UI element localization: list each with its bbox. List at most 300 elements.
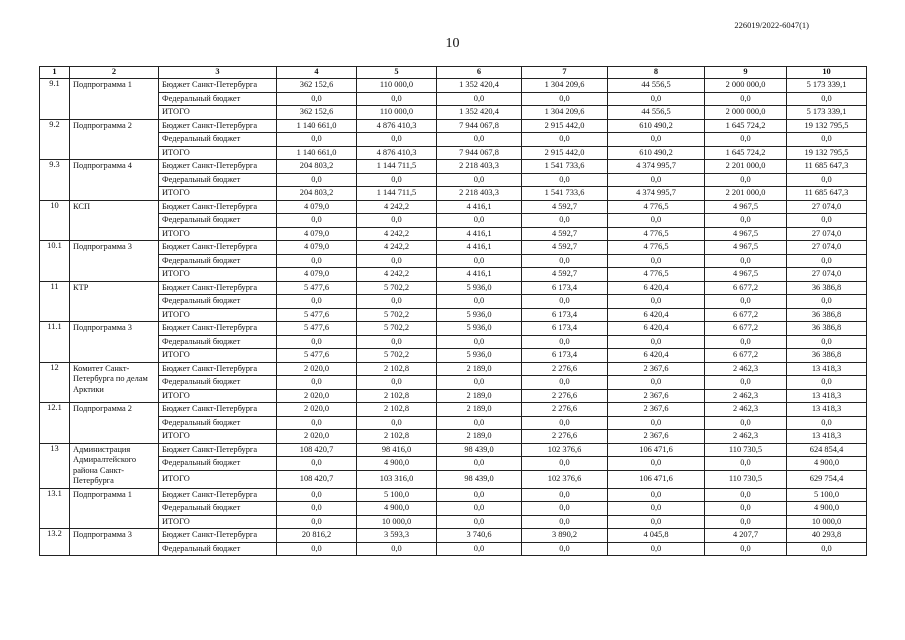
value-cell: 0,0 (608, 295, 705, 309)
value-cell: 6 420,4 (608, 322, 705, 336)
value-cell: 2 276,6 (522, 430, 608, 444)
page-number: 10 (445, 36, 460, 51)
value-cell: 5 936,0 (437, 281, 522, 295)
value-cell: 102 376,6 (522, 470, 608, 488)
funding-source: ИТОГО (159, 515, 277, 529)
value-cell: 2 020,0 (277, 403, 357, 417)
value-cell: 0,0 (277, 173, 357, 187)
value-cell: 0,0 (277, 133, 357, 147)
value-cell: 0,0 (437, 173, 522, 187)
value-cell: 4 242,2 (357, 200, 437, 214)
value-cell: 2 102,8 (357, 403, 437, 417)
value-cell: 4 079,0 (277, 200, 357, 214)
total-cell: 19 132 795,5 (787, 146, 867, 160)
value-cell: 2 189,0 (437, 430, 522, 444)
value-cell: 5 936,0 (437, 349, 522, 363)
value-cell: 4 776,5 (608, 268, 705, 282)
total-cell: 40 293,8 (787, 529, 867, 543)
table-row (40, 488, 867, 502)
value-cell: 5 477,6 (277, 308, 357, 322)
value-cell: 4 079,0 (277, 241, 357, 255)
value-cell: 0,0 (705, 335, 787, 349)
value-cell: 98 416,0 (357, 443, 437, 457)
value-cell: 0,0 (705, 457, 787, 471)
total-cell: 27 074,0 (787, 227, 867, 241)
value-cell: 0,0 (522, 335, 608, 349)
table-row (40, 187, 867, 201)
total-cell: 0,0 (787, 173, 867, 187)
program-name: Подпрограмма 1 (70, 488, 159, 529)
value-cell: 0,0 (277, 542, 357, 556)
row-number: 9.3 (40, 160, 70, 201)
value-cell: 2 189,0 (437, 389, 522, 403)
value-cell: 0,0 (522, 214, 608, 228)
value-cell: 4 045,8 (608, 529, 705, 543)
value-cell: 7 944 067,8 (437, 119, 522, 133)
value-cell: 1 144 711,5 (357, 160, 437, 174)
value-cell: 0,0 (437, 416, 522, 430)
value-cell: 0,0 (608, 416, 705, 430)
program-name: Подпрограмма 1 (70, 79, 159, 120)
value-cell: 4 416,1 (437, 227, 522, 241)
row-number: 9.1 (40, 79, 70, 120)
value-cell: 0,0 (705, 92, 787, 106)
table-row (40, 349, 867, 363)
column-header: 9 (705, 67, 787, 79)
value-cell: 2 218 403,3 (437, 160, 522, 174)
value-cell: 0,0 (357, 133, 437, 147)
value-cell: 0,0 (357, 92, 437, 106)
value-cell: 4 876 410,3 (357, 119, 437, 133)
total-cell: 27 074,0 (787, 200, 867, 214)
value-cell: 110 000,0 (357, 106, 437, 120)
value-cell: 2 462,3 (705, 430, 787, 444)
value-cell: 0,0 (608, 335, 705, 349)
column-header: 4 (277, 67, 357, 79)
total-cell: 0,0 (787, 295, 867, 309)
value-cell: 103 316,0 (357, 470, 437, 488)
value-cell: 0,0 (705, 133, 787, 147)
total-cell: 36 386,8 (787, 349, 867, 363)
value-cell: 4 776,5 (608, 200, 705, 214)
funding-source: ИТОГО (159, 430, 277, 444)
value-cell: 0,0 (437, 254, 522, 268)
value-cell: 4 416,1 (437, 200, 522, 214)
value-cell: 106 471,6 (608, 470, 705, 488)
value-cell: 2 102,8 (357, 362, 437, 376)
value-cell: 0,0 (522, 254, 608, 268)
value-cell: 0,0 (277, 376, 357, 390)
table-row (40, 79, 867, 93)
funding-source: ИТОГО (159, 227, 277, 241)
value-cell: 6 677,2 (705, 281, 787, 295)
value-cell: 0,0 (277, 214, 357, 228)
value-cell: 0,0 (608, 254, 705, 268)
value-cell: 0,0 (705, 295, 787, 309)
value-cell: 0,0 (357, 214, 437, 228)
value-cell: 0,0 (705, 542, 787, 556)
funding-source: Федеральный бюджет (159, 92, 277, 106)
total-cell: 0,0 (787, 542, 867, 556)
program-name: Комитет Санкт-Петербурга по делам Арктики (70, 362, 159, 403)
table-row (40, 403, 867, 417)
value-cell: 4 900,0 (357, 502, 437, 516)
budget-table (39, 66, 867, 556)
total-cell: 36 386,8 (787, 322, 867, 336)
value-cell: 4 967,5 (705, 200, 787, 214)
value-cell: 5 936,0 (437, 308, 522, 322)
value-cell: 108 420,7 (277, 470, 357, 488)
value-cell: 4 242,2 (357, 227, 437, 241)
value-cell: 0,0 (608, 502, 705, 516)
table-row (40, 281, 867, 295)
row-number: 10.1 (40, 241, 70, 282)
value-cell: 4 592,7 (522, 200, 608, 214)
table-row (40, 322, 867, 336)
value-cell: 2 367,6 (608, 403, 705, 417)
table-row (40, 443, 867, 457)
column-header: 2 (70, 67, 159, 79)
table-row (40, 308, 867, 322)
value-cell: 4 207,7 (705, 529, 787, 543)
funding-source: Бюджет Санкт-Петербурга (159, 443, 277, 457)
funding-source: Бюджет Санкт-Петербурга (159, 241, 277, 255)
value-cell: 6 173,4 (522, 281, 608, 295)
value-cell: 0,0 (357, 254, 437, 268)
value-cell: 110 000,0 (357, 79, 437, 93)
value-cell: 10 000,0 (357, 515, 437, 529)
table-row (40, 470, 867, 488)
value-cell: 7 944 067,8 (437, 146, 522, 160)
funding-source: Бюджет Санкт-Петербурга (159, 119, 277, 133)
table-row (40, 227, 867, 241)
value-cell: 2 102,8 (357, 389, 437, 403)
value-cell: 1 352 420,4 (437, 79, 522, 93)
value-cell: 0,0 (608, 173, 705, 187)
value-cell: 3 890,2 (522, 529, 608, 543)
value-cell: 0,0 (357, 335, 437, 349)
value-cell: 0,0 (357, 295, 437, 309)
value-cell: 4 374 995,7 (608, 160, 705, 174)
total-cell: 10 000,0 (787, 515, 867, 529)
value-cell: 6 420,4 (608, 349, 705, 363)
total-cell: 36 386,8 (787, 308, 867, 322)
table-row (40, 502, 867, 516)
funding-source: Федеральный бюджет (159, 173, 277, 187)
value-cell: 0,0 (608, 488, 705, 502)
value-cell: 0,0 (522, 416, 608, 430)
funding-source: ИТОГО (159, 146, 277, 160)
value-cell: 2 276,6 (522, 403, 608, 417)
value-cell: 0,0 (608, 376, 705, 390)
header-row (40, 67, 867, 79)
value-cell: 98 439,0 (437, 443, 522, 457)
total-cell: 13 418,3 (787, 430, 867, 444)
value-cell: 1 140 661,0 (277, 146, 357, 160)
funding-source: Бюджет Санкт-Петербурга (159, 403, 277, 417)
value-cell: 0,0 (522, 502, 608, 516)
value-cell: 1 304 209,6 (522, 106, 608, 120)
value-cell: 0,0 (277, 502, 357, 516)
value-cell: 3 740,6 (437, 529, 522, 543)
table-row (40, 133, 867, 147)
table-row (40, 542, 867, 556)
value-cell: 2 367,6 (608, 389, 705, 403)
program-name: Подпрограмма 2 (70, 403, 159, 444)
total-cell: 4 900,0 (787, 457, 867, 471)
value-cell: 1 140 661,0 (277, 119, 357, 133)
total-cell: 0,0 (787, 335, 867, 349)
value-cell: 2 367,6 (608, 362, 705, 376)
value-cell: 0,0 (277, 457, 357, 471)
value-cell: 102 376,6 (522, 443, 608, 457)
value-cell: 0,0 (522, 542, 608, 556)
value-cell: 5 702,2 (357, 281, 437, 295)
total-cell: 0,0 (787, 416, 867, 430)
value-cell: 5 477,6 (277, 349, 357, 363)
value-cell: 0,0 (705, 214, 787, 228)
value-cell: 6 420,4 (608, 281, 705, 295)
value-cell: 0,0 (705, 173, 787, 187)
value-cell: 0,0 (437, 376, 522, 390)
value-cell: 4 776,5 (608, 241, 705, 255)
value-cell: 0,0 (522, 295, 608, 309)
total-cell: 0,0 (787, 92, 867, 106)
total-cell: 0,0 (787, 376, 867, 390)
value-cell: 110 730,5 (705, 470, 787, 488)
value-cell: 0,0 (437, 515, 522, 529)
program-name: Подпрограмма 3 (70, 241, 159, 282)
value-cell: 610 490,2 (608, 146, 705, 160)
value-cell: 4 079,0 (277, 227, 357, 241)
column-header: 6 (437, 67, 522, 79)
row-number: 13 (40, 443, 70, 488)
table-row (40, 268, 867, 282)
table-row (40, 173, 867, 187)
value-cell: 0,0 (522, 133, 608, 147)
value-cell: 0,0 (277, 335, 357, 349)
total-cell: 27 074,0 (787, 268, 867, 282)
row-number: 11.1 (40, 322, 70, 363)
value-cell: 0,0 (522, 515, 608, 529)
value-cell: 2 462,3 (705, 389, 787, 403)
total-cell: 11 685 647,3 (787, 160, 867, 174)
value-cell: 4 592,7 (522, 241, 608, 255)
table-row (40, 416, 867, 430)
funding-source: Федеральный бюджет (159, 254, 277, 268)
funding-source: Федеральный бюджет (159, 376, 277, 390)
value-cell: 0,0 (277, 254, 357, 268)
value-cell: 3 593,3 (357, 529, 437, 543)
table-row (40, 160, 867, 174)
total-cell: 0,0 (787, 133, 867, 147)
column-header: 5 (357, 67, 437, 79)
program-name: Подпрограмма 3 (70, 322, 159, 363)
value-cell: 362 152,6 (277, 79, 357, 93)
value-cell: 0,0 (357, 173, 437, 187)
value-cell: 0,0 (437, 335, 522, 349)
value-cell: 5 702,2 (357, 322, 437, 336)
funding-source: ИТОГО (159, 106, 277, 120)
value-cell: 6 173,4 (522, 349, 608, 363)
value-cell: 0,0 (705, 488, 787, 502)
value-cell: 204 803,2 (277, 160, 357, 174)
program-name: КСП (70, 200, 159, 241)
funding-source: Бюджет Санкт-Петербурга (159, 529, 277, 543)
funding-source: ИТОГО (159, 349, 277, 363)
value-cell: 5 477,6 (277, 281, 357, 295)
value-cell: 6 173,4 (522, 322, 608, 336)
program-name: Подпрограмма 2 (70, 119, 159, 160)
value-cell: 0,0 (437, 295, 522, 309)
table-row (40, 146, 867, 160)
value-cell: 5 477,6 (277, 322, 357, 336)
value-cell: 4 967,5 (705, 268, 787, 282)
value-cell: 0,0 (437, 457, 522, 471)
value-cell: 2 218 403,3 (437, 187, 522, 201)
program-name: Администрация Адмиралтейского района Санкт-Петербурга (70, 443, 159, 488)
table-row (40, 529, 867, 543)
total-cell: 13 418,3 (787, 389, 867, 403)
value-cell: 2 915 442,0 (522, 119, 608, 133)
column-header: 7 (522, 67, 608, 79)
value-cell: 0,0 (705, 376, 787, 390)
funding-source: Федеральный бюджет (159, 133, 277, 147)
value-cell: 2 000 000,0 (705, 106, 787, 120)
value-cell: 1 645 724,2 (705, 119, 787, 133)
value-cell: 0,0 (522, 488, 608, 502)
funding-source: ИТОГО (159, 389, 277, 403)
table-row (40, 457, 867, 471)
value-cell: 5 702,2 (357, 349, 437, 363)
value-cell: 0,0 (437, 92, 522, 106)
value-cell: 4 592,7 (522, 227, 608, 241)
total-cell: 624 854,4 (787, 443, 867, 457)
value-cell: 98 439,0 (437, 470, 522, 488)
total-cell: 13 418,3 (787, 362, 867, 376)
value-cell: 5 936,0 (437, 322, 522, 336)
funding-source: ИТОГО (159, 470, 277, 488)
value-cell: 4 876 410,3 (357, 146, 437, 160)
total-cell: 11 685 647,3 (787, 187, 867, 201)
value-cell: 0,0 (437, 542, 522, 556)
total-cell: 629 754,4 (787, 470, 867, 488)
table-row (40, 362, 867, 376)
funding-source: ИТОГО (159, 308, 277, 322)
funding-source: Бюджет Санкт-Петербурга (159, 322, 277, 336)
program-name: Подпрограмма 4 (70, 160, 159, 201)
value-cell: 362 152,6 (277, 106, 357, 120)
value-cell: 4 967,5 (705, 227, 787, 241)
funding-source: Бюджет Санкт-Петербурга (159, 488, 277, 502)
value-cell: 1 304 209,6 (522, 79, 608, 93)
funding-source: Бюджет Санкт-Петербурга (159, 200, 277, 214)
total-cell: 0,0 (787, 214, 867, 228)
value-cell: 4 242,2 (357, 268, 437, 282)
value-cell: 6 677,2 (705, 308, 787, 322)
value-cell: 4 416,1 (437, 241, 522, 255)
value-cell: 0,0 (437, 488, 522, 502)
value-cell: 4 967,5 (705, 241, 787, 255)
value-cell: 0,0 (608, 214, 705, 228)
total-cell: 5 173 339,1 (787, 79, 867, 93)
table-row (40, 430, 867, 444)
value-cell: 2 462,3 (705, 403, 787, 417)
column-header: 3 (159, 67, 277, 79)
value-cell: 5 100,0 (357, 488, 437, 502)
value-cell: 1 541 733,6 (522, 160, 608, 174)
table-row (40, 214, 867, 228)
value-cell: 0,0 (608, 457, 705, 471)
value-cell: 2 276,6 (522, 389, 608, 403)
value-cell: 0,0 (437, 214, 522, 228)
total-cell: 4 900,0 (787, 502, 867, 516)
total-cell: 36 386,8 (787, 281, 867, 295)
value-cell: 1 352 420,4 (437, 106, 522, 120)
value-cell: 2 020,0 (277, 362, 357, 376)
program-name: Подпрограмма 3 (70, 529, 159, 556)
value-cell: 6 677,2 (705, 322, 787, 336)
value-cell: 0,0 (608, 133, 705, 147)
row-number: 9.2 (40, 119, 70, 160)
value-cell: 2 462,3 (705, 362, 787, 376)
row-number: 13.2 (40, 529, 70, 556)
table-row (40, 119, 867, 133)
value-cell: 2 201 000,0 (705, 160, 787, 174)
row-number: 11 (40, 281, 70, 322)
table-row (40, 92, 867, 106)
value-cell: 0,0 (277, 515, 357, 529)
value-cell: 0,0 (608, 542, 705, 556)
program-name: КТР (70, 281, 159, 322)
value-cell: 2 189,0 (437, 403, 522, 417)
table-row (40, 254, 867, 268)
value-cell: 4 416,1 (437, 268, 522, 282)
value-cell: 0,0 (437, 133, 522, 147)
total-cell: 27 074,0 (787, 241, 867, 255)
value-cell: 110 730,5 (705, 443, 787, 457)
row-number: 10 (40, 200, 70, 241)
value-cell: 4 592,7 (522, 268, 608, 282)
value-cell: 106 471,6 (608, 443, 705, 457)
value-cell: 0,0 (277, 295, 357, 309)
value-cell: 4 242,2 (357, 241, 437, 255)
value-cell: 0,0 (608, 515, 705, 529)
value-cell: 2 201 000,0 (705, 187, 787, 201)
column-header: 10 (787, 67, 867, 79)
value-cell: 2 276,6 (522, 362, 608, 376)
value-cell: 0,0 (437, 502, 522, 516)
value-cell: 2 915 442,0 (522, 146, 608, 160)
value-cell: 0,0 (357, 542, 437, 556)
value-cell: 6 173,4 (522, 308, 608, 322)
value-cell: 1 645 724,2 (705, 146, 787, 160)
value-cell: 6 677,2 (705, 349, 787, 363)
value-cell: 1 144 711,5 (357, 187, 437, 201)
value-cell: 1 541 733,6 (522, 187, 608, 201)
value-cell: 610 490,2 (608, 119, 705, 133)
funding-source: Федеральный бюджет (159, 457, 277, 471)
value-cell: 2 102,8 (357, 430, 437, 444)
value-cell: 4 776,5 (608, 227, 705, 241)
value-cell: 44 556,5 (608, 106, 705, 120)
table-row (40, 376, 867, 390)
table-row (40, 106, 867, 120)
row-number: 13.1 (40, 488, 70, 529)
funding-source: Федеральный бюджет (159, 295, 277, 309)
value-cell: 0,0 (705, 502, 787, 516)
value-cell: 0,0 (705, 254, 787, 268)
